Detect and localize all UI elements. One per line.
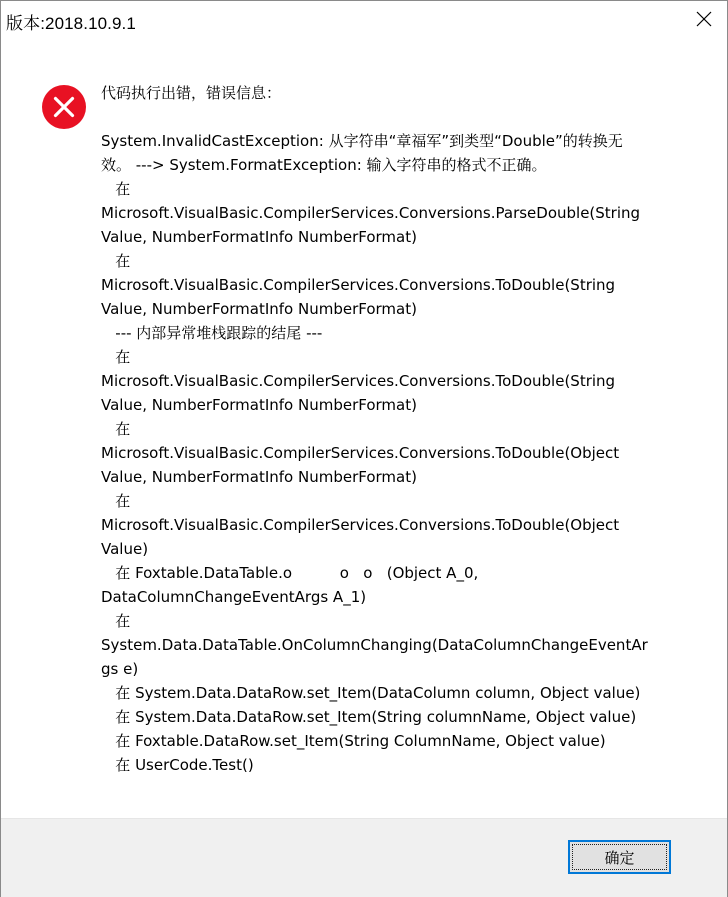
- stack-trace-line: Microsoft.VisualBasic.CompilerServices.Conversions.ToDouble(String: [101, 372, 616, 390]
- ok-button-label: 确定: [604, 848, 635, 867]
- error-message: [101, 81, 681, 777]
- title-bar: [1, 1, 727, 37]
- dialog-content: [1, 37, 727, 817]
- stack-trace-line: 在 System.Data.DataRow.set_Item(DataColumn column, Object value): [101, 684, 641, 702]
- ok-button[interactable]: [568, 840, 671, 874]
- stack-trace-line: 在: [101, 420, 131, 438]
- stack-trace-line: Value, NumberFormatInfo NumberFormat): [101, 468, 417, 486]
- stack-trace-line: System.InvalidCastException: 从字符串“章福军”到类型“Double”的转换无: [101, 132, 623, 150]
- stack-trace-line: 在 Foxtable.DataTable.o o o (Object A_0,: [101, 564, 479, 582]
- stack-trace-line: 在: [101, 180, 131, 198]
- message-spacer: [101, 105, 681, 129]
- stack-trace-line: Value, NumberFormatInfo NumberFormat): [101, 396, 417, 414]
- stack-trace-line: 在 Foxtable.DataRow.set_Item(String ColumnName, Object value): [101, 732, 606, 750]
- stack-trace-line: 效。 ---> System.FormatException: 输入字符串的格式不正确。: [101, 156, 547, 174]
- dialog-footer: [1, 818, 727, 897]
- stack-trace-line: System.Data.DataTable.OnColumnChanging(DataColumnChangeEventAr: [101, 636, 648, 654]
- stack-trace-line: Microsoft.VisualBasic.CompilerServices.Conversions.ParseDouble(String: [101, 204, 641, 222]
- window-title: 版本:2018.10.9.1: [6, 14, 136, 33]
- message-header: 代码执行出错，错误信息：: [101, 84, 282, 102]
- stack-trace-line: 在: [101, 612, 131, 630]
- stack-trace-line: Microsoft.VisualBasic.CompilerServices.Conversions.ToDouble(String: [101, 276, 616, 294]
- stack-trace-line: Value, NumberFormatInfo NumberFormat): [101, 228, 417, 246]
- stack-trace-line: 在 UserCode.Test(): [101, 756, 254, 774]
- stack-trace-line: 在: [101, 252, 131, 270]
- stack-trace-line: gs e): [101, 660, 139, 678]
- error-icon: [41, 84, 87, 130]
- close-icon: [696, 11, 712, 27]
- stack-trace-line: 在: [101, 348, 131, 366]
- stack-trace: [101, 129, 681, 777]
- stack-trace-line: DataColumnChangeEventArgs A_1): [101, 588, 367, 606]
- close-button[interactable]: [681, 1, 727, 37]
- stack-trace-line: --- 内部异常堆栈跟踪的结尾 ---: [101, 324, 323, 342]
- stack-trace-line: Microsoft.VisualBasic.CompilerServices.Conversions.ToDouble(Object: [101, 516, 620, 534]
- stack-trace-line: Microsoft.VisualBasic.CompilerServices.Conversions.ToDouble(Object: [101, 444, 620, 462]
- stack-trace-line: 在 System.Data.DataRow.set_Item(String columnName, Object value): [101, 708, 637, 726]
- stack-trace-line: Value): [101, 540, 149, 558]
- stack-trace-line: Value, NumberFormatInfo NumberFormat): [101, 300, 417, 318]
- stack-trace-line: 在: [101, 492, 131, 510]
